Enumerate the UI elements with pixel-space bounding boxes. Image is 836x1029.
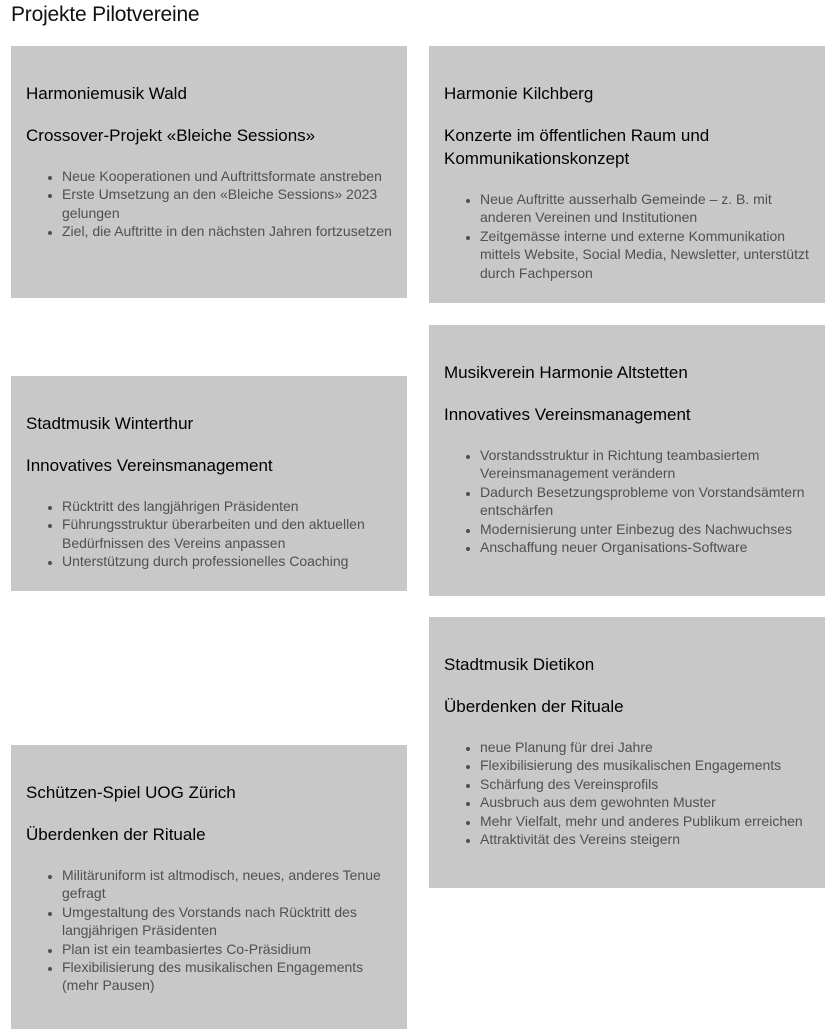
project-title: Crossover-Projekt «Bleiche Sessions»: [26, 126, 316, 145]
project-card-musikverein-harmonie-altstetten: [429, 325, 825, 596]
list-item: • Neue Kooperationen und Auftrittsformate anstreben: [62, 167, 397, 185]
list-item: • Anschaffung neuer Organisations-Software: [480, 538, 815, 556]
list-item: • Mehr Vielfalt, mehr und anderes Publikum erreichen: [480, 812, 815, 830]
list-item: • Plan ist ein teambasiertes Co-Präsidium: [62, 940, 397, 958]
project-card-harmonie-kilchberg: [429, 46, 825, 303]
project-goals-list: [26, 497, 397, 571]
project-title: Innovatives Vereinsmanagement: [444, 405, 691, 424]
list-item: • Modernisierung unter Einbezug des Nachwuchses: [480, 520, 815, 538]
list-item: • neue Planung für drei Jahre: [480, 738, 815, 756]
project-card-harmoniemusik-wald: [11, 46, 407, 298]
list-item: • Ausbruch aus dem gewohnten Muster: [480, 793, 815, 811]
list-item: • Attraktivität des Vereins steigern: [480, 830, 815, 848]
list-item: • Flexibilisierung des musikalischen Engagements: [480, 756, 815, 774]
project-goals-list: [444, 738, 815, 848]
list-item: • Militäruniform ist altmodisch, neues, anderes Tenue gefragt: [62, 866, 397, 903]
page-title: Projekte Pilotvereine: [11, 3, 200, 26]
club-name: Harmoniemusik Wald: [26, 84, 187, 103]
project-goals-list: [26, 167, 397, 241]
club-name: Stadtmusik Winterthur: [26, 414, 194, 433]
project-goals-list: [444, 446, 815, 556]
list-item: • Erste Umsetzung an den «Bleiche Sessions» 2023 gelungen: [62, 185, 397, 222]
list-item: • Flexibilisierung des musikalischen Engagements (mehr Pausen): [62, 958, 397, 995]
project-goals-list: [444, 190, 815, 282]
club-name: Musikverein Harmonie Altstetten: [444, 363, 688, 382]
list-item: • Vorstandsstruktur in Richtung teambasiertem Vereinsmanagement verändern: [480, 446, 815, 483]
club-name: Schützen-Spiel UOG Zürich: [26, 783, 236, 802]
list-item: • Rücktritt des langjährigen Präsidenten: [62, 497, 397, 515]
list-item: • Dadurch Besetzungsprobleme von Vorstandsämtern entschärfen: [480, 483, 815, 520]
club-name: Harmonie Kilchberg: [444, 84, 594, 103]
project-goals-list: [26, 866, 397, 995]
list-item: • Führungsstruktur überarbeiten und den aktuellen Bedürfnissen des Vereins anpassen: [62, 515, 397, 552]
project-title: Überdenken der Rituale: [26, 825, 206, 844]
list-item: • Neue Auftritte ausserhalb Gemeinde – z. B. mit anderen Vereinen und Institutionen: [480, 190, 815, 227]
project-title: Überdenken der Rituale: [444, 697, 624, 716]
list-item: • Schärfung des Vereinsprofils: [480, 775, 815, 793]
club-name: Stadtmusik Dietikon: [444, 655, 595, 674]
project-card-stadtmusik-dietikon: [429, 617, 825, 888]
project-card-schuetzen-spiel-uog-zuerich: [11, 745, 407, 1029]
project-title: Konzerte im öffentlichen Raum und Kommunikationskonzept: [444, 126, 710, 168]
project-card-stadtmusik-winterthur: [11, 376, 407, 591]
list-item: • Ziel, die Auftritte in den nächsten Jahren fortzusetzen: [62, 222, 397, 240]
list-item: • Umgestaltung des Vorstands nach Rücktritt des langjährigen Präsidenten: [62, 903, 397, 940]
list-item: • Zeitgemässe interne und externe Kommunikation mittels Website, Social Media, Newsletter, unterstützt durch Fachperson: [480, 227, 815, 282]
project-title: Innovatives Vereinsmanagement: [26, 456, 273, 475]
list-item: • Unterstützung durch professionelles Coaching: [62, 552, 397, 570]
